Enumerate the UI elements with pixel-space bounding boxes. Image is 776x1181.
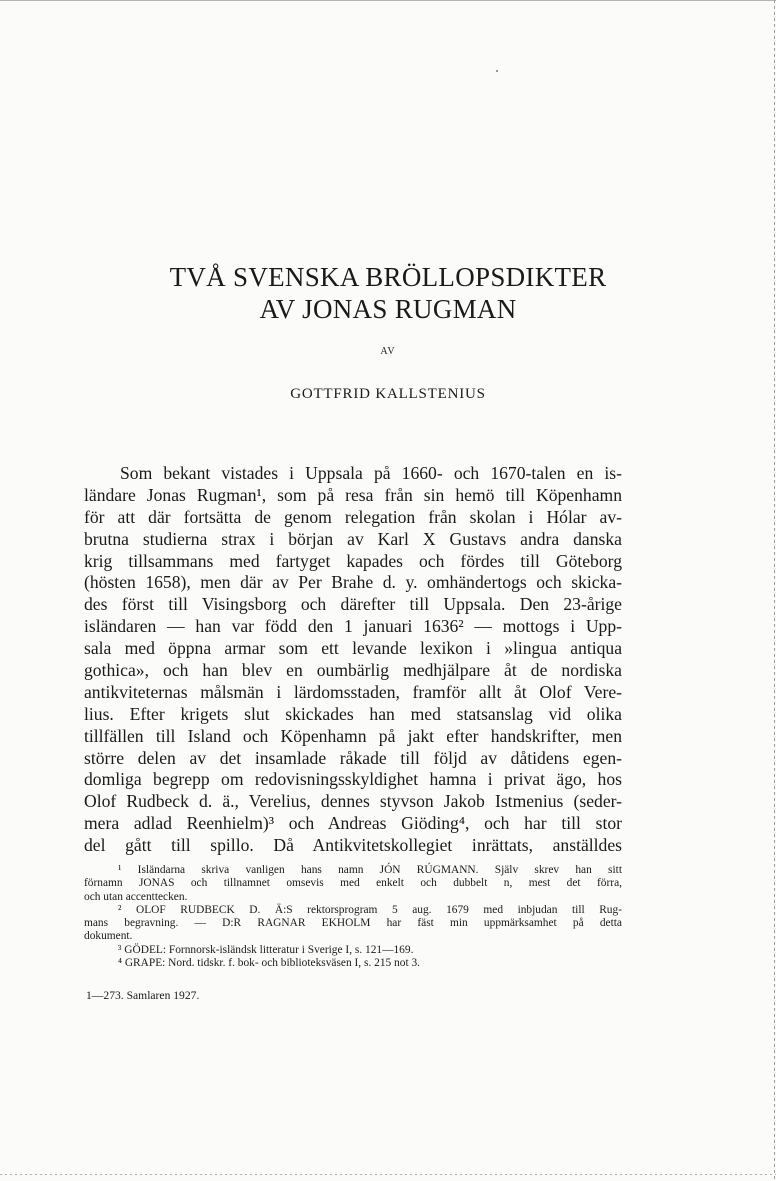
body-line: mera adlad Reenhielm)³ och Andreas Giöding⁴, och har till stor xyxy=(84,813,622,834)
footnote-line: dokument. xyxy=(84,930,133,943)
body-line: domliga begrepp om redovisningsskyldighet hamna i privat ägo, hos xyxy=(84,769,622,790)
body-line: Olof Rudbeck d. ä., Verelius, dennes styvson Jakob Istmenius (seder- xyxy=(84,791,622,812)
footnote-line: ⁴ GRAPE: Nord. tidskr. f. bok- och biblioteksväsen I, s. 215 not 3. xyxy=(118,957,421,970)
body-line: brutna studierna strax i början av Karl X Gustavs andra danska xyxy=(84,528,622,549)
page-edge-top xyxy=(0,0,776,1)
footnote-line: förnamn JONAS och tillnamnet omsevis med enkelt och dubbelt n, mest det förra, xyxy=(84,877,622,890)
by-label: AV xyxy=(380,346,396,357)
body-line: (hösten 1658), men där av Per Brahe d. y. omhändertogs och skicka- xyxy=(84,572,622,593)
body-line: för att där fortsätta de genom relegation från skolan i Hólar av- xyxy=(84,506,622,527)
body-text xyxy=(84,463,622,857)
body-line: gothica», och han blev en oumbärlig medhjälpare åt de nordiska xyxy=(84,660,622,681)
body-line: Som bekant vistades i Uppsala på 1660- och 1670-talen en is- xyxy=(120,463,622,483)
body-line: krig tillsammans med fartyget kapades och fördes till Göteborg xyxy=(84,550,622,571)
footnote-line: och utan accenttecken. xyxy=(84,890,188,903)
page-edge-bottom xyxy=(0,1174,776,1175)
signature-line: 1—273. Samlaren 1927. xyxy=(86,989,200,1002)
footnotes xyxy=(84,864,622,970)
body-line: tillfällen till Island och Köpenhamn på jakt efter handskrifter, men xyxy=(84,725,622,746)
footnote-line: ² OLOF RUDBECK D. Ä:S rektorsprogram 5 aug. 1679 med inbjudan till Rug- xyxy=(118,903,622,916)
author-name: GOTTFRID KALLSTENIUS xyxy=(290,386,486,402)
page-edge-right xyxy=(774,0,775,1181)
body-line: antikviteternas målsmän i lärdomsstaden, framför allt åt Olof Vere- xyxy=(84,681,622,702)
body-line: isländaren — han var född den 1 januari 1636² — mottogs i Upp- xyxy=(84,616,622,637)
body-line: större delen av det insamlade råkade till följd av dåtidens egen- xyxy=(84,747,622,768)
footnote-line: ³ GÖDEL: Fornnorsk-isländsk litteratur i Sverige I, s. 121—169. xyxy=(118,943,414,956)
body-line: del gått till spillo. Då Antikvitetskollegiet inrättats, anställdes xyxy=(84,835,622,856)
footnote-line: ¹ Isländarna skriva vanligen hans namn JÓN RÚGMANN. Själv skrev han sitt xyxy=(118,864,622,876)
print-speck xyxy=(496,70,498,72)
body-line: ländare Jonas Rugman¹, som på resa från sin hemö till Köpenhamn xyxy=(84,484,622,505)
article-title-line-2: AV JONAS RUGMAN xyxy=(259,294,517,324)
body-line: des först till Visingsborg och därefter till Uppsala. Den 23-årige xyxy=(84,594,622,615)
body-line: lius. Efter krigets slut skickades han med statsanslag vid olika xyxy=(84,703,622,724)
article-title-line-1: TVÅ SVENSKA BRÖLLOPSDIKTER xyxy=(169,262,607,292)
footnote-line: mans begravning. — D:R RAGNAR EKHOLM har fäst min uppmärksamhet på detta xyxy=(84,917,622,930)
body-line: sala med öppna armar som ett levande lexikon i »lingua antiqua xyxy=(84,638,622,659)
